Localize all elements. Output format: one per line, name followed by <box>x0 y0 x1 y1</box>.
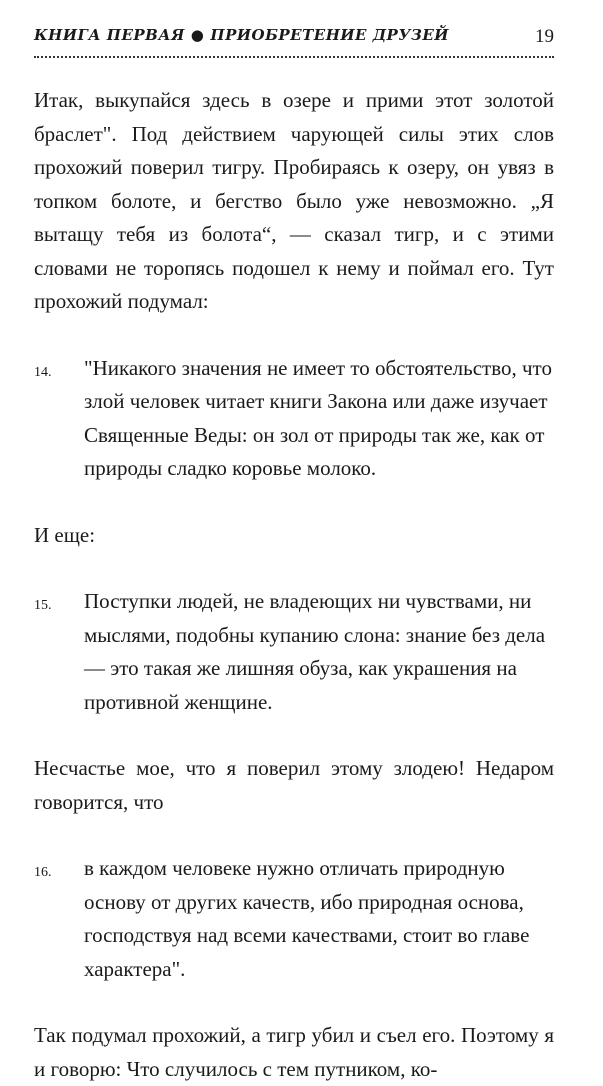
chapter-title: ПРИОБРЕТЕНИЕ ДРУЗЕЙ <box>210 26 449 44</box>
dotted-divider <box>34 56 554 58</box>
paragraph-2: И еще: <box>34 522 96 547</box>
page-body <box>34 84 554 1086</box>
paragraph-3: Несчастье мое, что я поверил этому злодею! Недаром говорится, что <box>34 756 554 814</box>
running-title <box>34 26 449 44</box>
verse-number: 14. <box>34 364 52 380</box>
verse-number: 15. <box>34 598 52 613</box>
page-number: 19 <box>535 26 554 47</box>
verse-text: "Никакого значения не имеет то обстоятельство, что злой человек читает книги Закона или даже изучает Священные Веды: он зол от природы так же, как от природы сладко коровье молоко. <box>84 355 552 480</box>
verse-text: Поступки людей, не владеющих ни чувствами, ни мыслями, подобны купанию слона: знание без дела — это такая же лишняя обуза, как украшения на противной женщине. <box>84 589 546 714</box>
verse-number: 16. <box>34 865 52 880</box>
verse-16 <box>34 852 554 986</box>
verse-14 <box>34 352 554 486</box>
book-title: КНИГА ПЕРВАЯ <box>34 26 185 44</box>
paragraph-1: Итак, выкупайся здесь в озере и прими этот золотой браслет". Под действием чарующей силы этих слов прохожий поверил тигру. Пробираясь к озеру, он увяз в топком болоте, и бегство было уже невозможно. „Я вытащу тебя из болота“, — сказал тигр, и с этими словами не торопясь подошел к нему и поймал его. Тут прохожий подумал: <box>34 88 554 313</box>
running-header <box>34 26 554 62</box>
separator-bullet: ● <box>190 26 205 44</box>
verse-text: в каждом человеке нужно отличать природную основу от других качеств, ибо природная основа, господствуя над всеми качествами, стоит во главе характера". <box>84 856 530 981</box>
verse-15 <box>34 585 554 719</box>
paragraph-4: Так подумал прохожий, а тигр убил и съел его. Поэтому я и говорю: Что случилось с тем путником, ко- <box>34 1023 554 1081</box>
